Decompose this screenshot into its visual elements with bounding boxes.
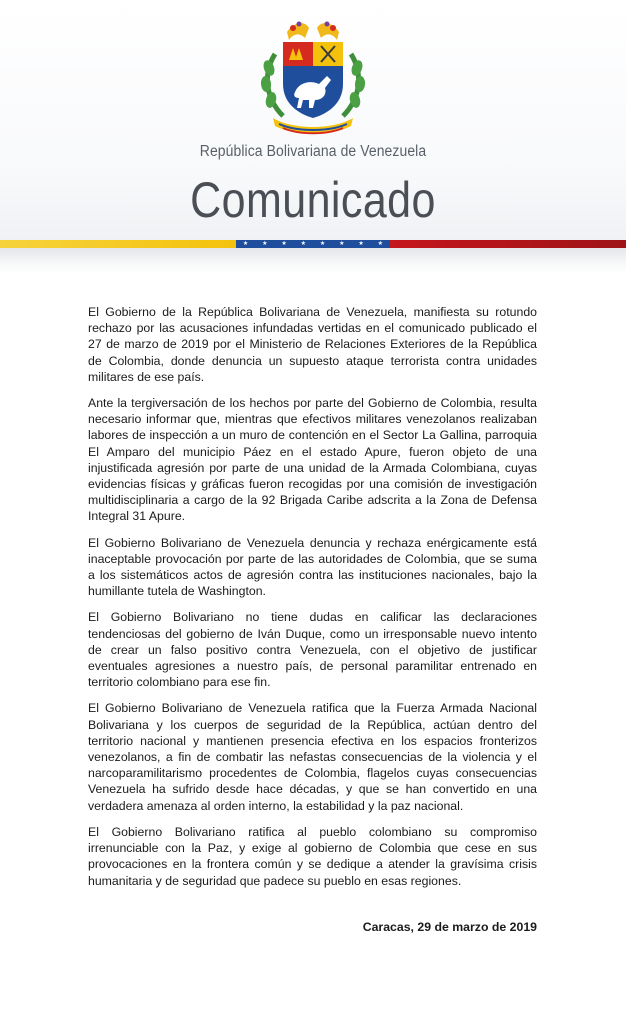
star-icon: ★ [242, 241, 249, 247]
star-icon: ★ [281, 241, 287, 247]
paragraph: Ante la tergiversación de los hechos por parte del Gobierno de Colombia, resulta necesario informar que, mientras que efectivos militares venezolanos realizaban labores de inspección a un muro de contención en el Sector La Gallina, parroquia El Amparo del municipio Páez en el estado Apure, fueron objeto de una injustificada agresión por parte de una unidad de la Armada Colombiana, cuyas evidencias físicas y gráficas fueron recogidas por una comisión de investigación multidisciplinaria a cargo de la 92 Brigada Caribe adscrita a la Zona de Defensa Integral 31 Apure. [88, 396, 537, 524]
paragraph: El Gobierno Bolivariano ratifica al pueblo colombiano su compromiso irrenunciable con la Paz, y exige al gobierno de Colombia que cese en sus provocaciones en la frontera común y se dedique a atender la gravísima crisis humanitaria y de seguridad que padece su pueblo en esas regiones. [88, 824, 537, 888]
page-title: Comunicado [190, 172, 436, 228]
paragraph: El Gobierno Bolivariano no tiene dudas en calificar las declaraciones tendenciosas del gobierno de Iván Duque, como un irresponsable nuevo intento de crear un falso positivo contra Venezuela, con el objetivo de justificar eventuales agresiones a nuestro país, de personal paramilitar entrenado en territorio colombiano para ese fin. [88, 610, 537, 690]
venezuela-coat-of-arms-icon [253, 18, 373, 136]
flag-stars [236, 240, 390, 248]
flag-red-segment [390, 240, 626, 248]
communique-body [88, 304, 537, 899]
paragraph: El Gobierno de la República Bolivariana de Venezuela, manifiesta su rotundo rechazo por las acusaciones infundadas vertidas en el comunicado publicado el 27 de marzo de 2019 por el Ministerio de Relaciones Exteriores de la República de Colombia, donde denuncia un supuesto ataque terrorista contra unidades militares de ese país. [88, 305, 537, 384]
star-icon: ★ [339, 241, 345, 247]
star-icon: ★ [377, 241, 384, 247]
paragraph: El Gobierno Bolivariano de Venezuela ratifica que la Fuerza Armada Nacional Bolivariana y los cuerpos de seguridad de la República, actúan dentro del territorio nacional y mantienen presencia efectiva en los espacios fronterizos venezolanos, a fin de combatir las nefastas consecuencias de la violencia y el narcoparamilitarismo procedentes de Colombia, flagelos cuyas consecuencias Venezuela ha sufrido desde hace décadas, y que se han convertido en una verdadera amenaza al orden interno, la estabilidad y la paz nacional. [88, 701, 537, 813]
star-icon: ★ [319, 241, 326, 247]
star-icon: ★ [262, 241, 268, 247]
paragraph: El Gobierno Bolivariano de Venezuela denuncia y rechaza enérgicamente está inaceptable provocación por parte de las autoridades de Colombia, que se suma a los sistemáticos actos de agresión contra las instituciones nacionales, bajo la humillante tutela de Washington. [88, 535, 537, 599]
place-and-date: Caracas, 29 de marzo de 2019 [362, 920, 537, 934]
header-shadow [0, 248, 626, 274]
flag-yellow-segment [0, 240, 236, 248]
country-name: República Bolivariana de Venezuela [199, 143, 427, 160]
star-icon: ★ [300, 241, 307, 247]
star-icon: ★ [358, 241, 364, 247]
